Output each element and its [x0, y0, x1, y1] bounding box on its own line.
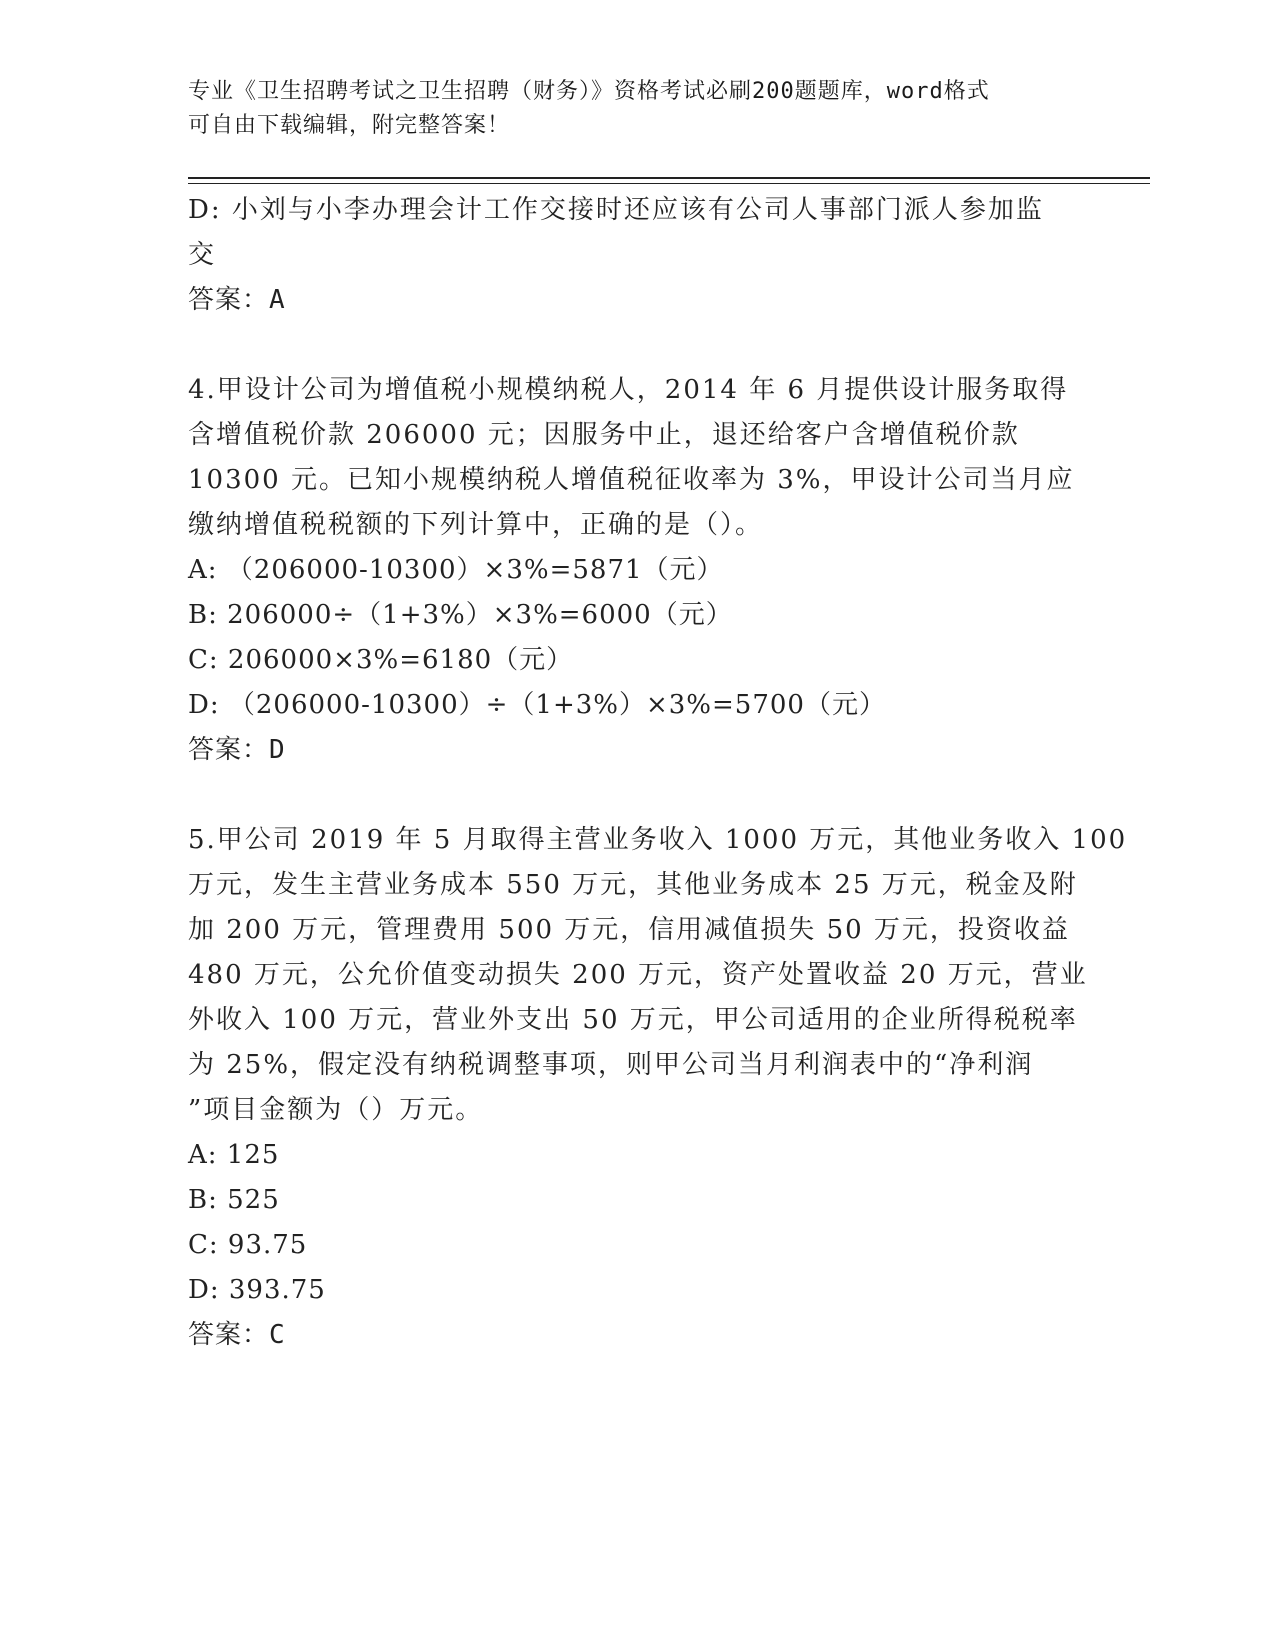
- option-d-line-1: D: 小刘与小李办理会计工作交接时还应该有公司人事部门派人参加监: [188, 195, 1044, 225]
- option-c: C: 93.75: [188, 1230, 308, 1260]
- answer-label: 答案：A: [188, 285, 286, 315]
- option-b: B: 525: [188, 1185, 280, 1215]
- question-3-continued: [188, 188, 1088, 323]
- option-d: D: 393.75: [188, 1275, 326, 1305]
- option-c: C: 206000×3%=6180（元）: [188, 645, 574, 675]
- header-line-1: 专业《卫生招聘考试之卫生招聘（财务）》资格考试必刷200题题库，word格式: [188, 79, 990, 104]
- question-stem-line: 4.甲设计公司为增值税小规模纳税人，2014 年 6 月提供设计服务取得: [188, 375, 1069, 405]
- question-stem-line: 10300 元。已知小规模纳税人增值税征收率为 3%，甲设计公司当月应: [188, 465, 1075, 495]
- document-body: [188, 188, 1128, 1358]
- question-stem-line: 万元，发生主营业务成本 550 万元，其他业务成本 25 万元，税金及附: [188, 870, 1078, 900]
- question-stem-line: ”项目金额为（）万元。: [188, 1095, 484, 1125]
- option-a: A: 125: [188, 1140, 280, 1170]
- question-stem-line: 480 万元，公允价值变动损失 200 万元，资产处置收益 20 万元，营业: [188, 960, 1088, 990]
- question-stem-line: 缴纳增值税税额的下列计算中，正确的是（）。: [188, 510, 764, 540]
- header-line-2: 可自由下载编辑，附完整答案！: [188, 113, 511, 138]
- option-d-line-2: 交: [188, 240, 217, 270]
- answer-label: 答案：C: [188, 1320, 286, 1350]
- option-a: A: （206000-10300）×3%=5871（元）: [188, 555, 724, 585]
- question-stem-line: 含增值税价款 206000 元；因服务中止，退还给客户含增值税价款: [188, 420, 1020, 450]
- answer-label: 答案：D: [188, 735, 286, 765]
- header-divider-thick: [188, 177, 1150, 179]
- question-4: [188, 368, 1088, 773]
- option-b: B: 206000÷（1+3%）×3%=6000（元）: [188, 600, 733, 630]
- document-header: [188, 75, 1088, 143]
- question-stem-line: 为 25%，假定没有纳税调整事项，则甲公司当月利润表中的“净利润: [188, 1050, 1034, 1080]
- question-stem-line: 加 200 万元，管理费用 500 万元，信用减值损失 50 万元，投资收益: [188, 915, 1070, 945]
- question-stem-line: 外收入 100 万元，营业外支出 50 万元，甲公司适用的企业所得税税率: [188, 1005, 1078, 1035]
- option-d: D: （206000-10300）÷（1+3%）×3%=5700（元）: [188, 690, 886, 720]
- question-5: [188, 818, 1128, 1358]
- question-stem-line: 5.甲公司 2019 年 5 月取得主营业务收入 1000 万元，其他业务收入 100: [188, 825, 1128, 855]
- header-divider-thin: [188, 183, 1150, 184]
